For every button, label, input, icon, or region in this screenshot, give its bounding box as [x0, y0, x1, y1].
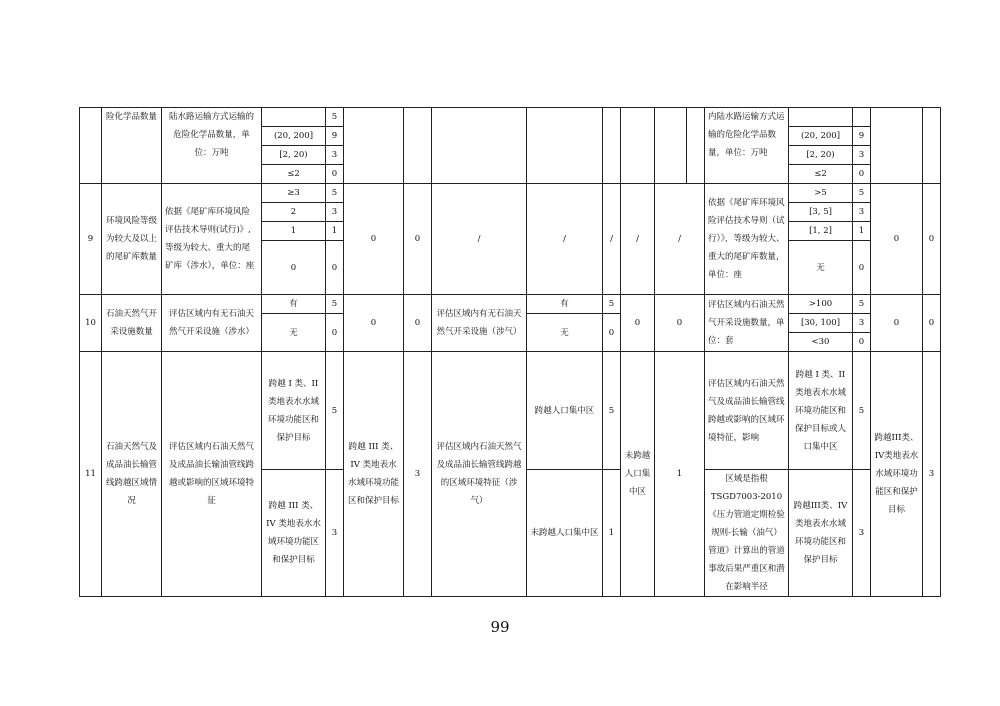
- range-cell: ≤2: [262, 165, 326, 184]
- range-cell: [789, 108, 853, 127]
- value-cell: 0: [344, 184, 404, 295]
- range-cell: 跨越 I 类、II 类地表水水域环境功能区和保护目标或人口集中区: [789, 352, 853, 470]
- indicator-cell: 环境风险等级为较大及以上的尾矿库数量: [102, 184, 162, 295]
- score-cell: 3: [853, 470, 871, 597]
- range-cell: 跨越III类、IV类地表水水域环境功能区和保护目标: [789, 470, 853, 597]
- score-cell: 1: [603, 470, 621, 597]
- criteria-desc-cell: 评估区域内有无石油天然气开采设施（涉气）: [432, 295, 527, 352]
- range-cell: 2: [262, 203, 326, 222]
- score-cell: 9: [853, 127, 871, 146]
- criteria-desc-cell: 依据《尾矿库环境风险评估技术导则(试行)》,等级为较大、重大的尾矿库（涉水），单位：座: [162, 184, 262, 295]
- value-cell: 0: [871, 184, 923, 295]
- criteria-desc-cell: 区域是指根TSGD7003-2010《压力管道定期检验规则-长输（油气）管道》计算出的管道事故后果严重区和潜在影响半径: [705, 470, 789, 597]
- value-cell: 跨越III类、IV类地表水水域环境功能区和保护目标: [871, 352, 923, 597]
- range-cell: 无: [262, 314, 326, 352]
- score-cell: [853, 108, 871, 127]
- value-cell: /: [621, 184, 655, 295]
- range-cell: 1: [262, 222, 326, 241]
- range-cell: 跨越 III 类、IV 类地表水水域环境功能区和保护目标: [262, 470, 326, 597]
- range-cell: [2, 20): [789, 146, 853, 165]
- range-cell: 有: [262, 295, 326, 314]
- value-cell: 3: [404, 352, 432, 597]
- range-cell: [2, 20): [262, 146, 326, 165]
- range-cell: 未跨越人口集中区: [527, 470, 603, 597]
- range-cell: 有: [527, 295, 603, 314]
- score-cell: 0: [603, 314, 621, 352]
- value-cell: 0: [655, 295, 705, 352]
- criteria-desc-cell: 评估区域内石油天然气开采设施数量，单位：套: [705, 295, 789, 352]
- value-cell: 0: [344, 295, 404, 352]
- range-cell: [1, 2]: [789, 222, 853, 241]
- score-cell: 0: [853, 165, 871, 184]
- score-cell: 5: [326, 184, 344, 203]
- value-cell: /: [527, 184, 603, 295]
- range-cell: ≥3: [262, 184, 326, 203]
- score-cell: 5: [326, 352, 344, 470]
- value-cell: 0: [923, 184, 941, 295]
- value-cell: 0: [871, 295, 923, 352]
- range-cell: [30, 100]: [789, 314, 853, 333]
- score-cell: 3: [326, 203, 344, 222]
- value-cell: 3: [923, 352, 941, 597]
- score-cell: 1: [326, 222, 344, 241]
- range-cell: 无: [789, 241, 853, 295]
- range-cell: (20, 200]: [789, 127, 853, 146]
- score-cell: 5: [603, 295, 621, 314]
- score-cell: 3: [326, 470, 344, 597]
- range-cell: 无: [527, 314, 603, 352]
- value-cell: 0: [404, 184, 432, 295]
- score-cell: 3: [853, 314, 871, 333]
- score-cell: 3: [326, 146, 344, 165]
- score-cell: 0: [853, 333, 871, 352]
- score-cell: 0: [326, 314, 344, 352]
- value-cell: /: [603, 184, 621, 295]
- value-cell: /: [655, 184, 705, 295]
- table-row: [80, 184, 941, 203]
- score-cell: 3: [853, 146, 871, 165]
- score-cell: 5: [853, 184, 871, 203]
- value-cell: 跨越 III 类、IV 类地表水水域环境功能区和保护目标: [344, 352, 404, 597]
- criteria-desc-cell: 依据《尾矿库环境风险评估技术导则（试行）》，等级为较大、重大的尾矿库数量，单位：座: [705, 184, 789, 295]
- score-cell: 3: [853, 203, 871, 222]
- criteria-desc-cell: 内陆水路运输方式运输的危险化学品数量，单位：万吨: [705, 108, 789, 184]
- score-cell: 5: [853, 295, 871, 314]
- value-cell: 0: [923, 295, 941, 352]
- indicator-cell: 石油天然气开采设施数量: [102, 295, 162, 352]
- page-number: 99: [490, 618, 510, 636]
- row-number-cell: 9: [80, 184, 102, 295]
- range-cell: >100: [789, 295, 853, 314]
- indicator-cell: 石油天然气及成品油长输管线跨越区域情况: [102, 352, 162, 597]
- value-cell: 未跨越人口集中区: [621, 352, 655, 597]
- score-cell: 5: [853, 352, 871, 470]
- range-cell: [262, 108, 326, 127]
- range-cell: (20, 200]: [262, 127, 326, 146]
- range-cell: >5: [789, 184, 853, 203]
- table-row: [80, 352, 941, 470]
- score-cell: 5: [326, 108, 344, 127]
- score-cell: 9: [326, 127, 344, 146]
- value-cell: 0: [404, 295, 432, 352]
- range-cell: 跨越 I 类、II 类地表水水域环境功能区和保护目标: [262, 352, 326, 470]
- score-cell: 1: [853, 222, 871, 241]
- score-cell: 5: [326, 295, 344, 314]
- value-cell: 0: [621, 295, 655, 352]
- indicator-cell: 险化学品数量: [102, 108, 162, 184]
- risk-assessment-table: [79, 107, 941, 597]
- criteria-desc-cell: 评估区域内有无石油天然气开采设施（涉水）: [162, 295, 262, 352]
- value-cell: 1: [655, 352, 705, 597]
- range-cell: 跨越人口集中区: [527, 352, 603, 470]
- row-number-cell: 11: [80, 352, 102, 597]
- score-cell: 0: [853, 241, 871, 295]
- range-cell: <30: [789, 333, 853, 352]
- criteria-desc-cell: 评估区域内石油天然气及成品油长输管线跨越的区域环境特征（涉气）: [432, 352, 527, 597]
- row-number-cell: 10: [80, 295, 102, 352]
- score-cell: 0: [326, 241, 344, 295]
- row-number-cell: [80, 108, 102, 184]
- value-cell: /: [432, 184, 527, 295]
- score-cell: 5: [603, 352, 621, 470]
- criteria-desc-cell: 评估区域内石油天然气及成品油长输管线跨越或影响的区域环境特征，影响: [705, 352, 789, 470]
- range-cell: ≤2: [789, 165, 853, 184]
- table-row: [80, 108, 941, 127]
- criteria-desc-cell: 陆水路运输方式运输的危险化学品数量，单位：万吨: [162, 108, 262, 184]
- range-cell: 0: [262, 241, 326, 295]
- table-row: [80, 295, 941, 314]
- criteria-desc-cell: 评估区域内石油天然气及成品油长输油管线跨越或影响的区域环境特征: [162, 352, 262, 597]
- range-cell: [3, 5]: [789, 203, 853, 222]
- score-cell: 0: [326, 165, 344, 184]
